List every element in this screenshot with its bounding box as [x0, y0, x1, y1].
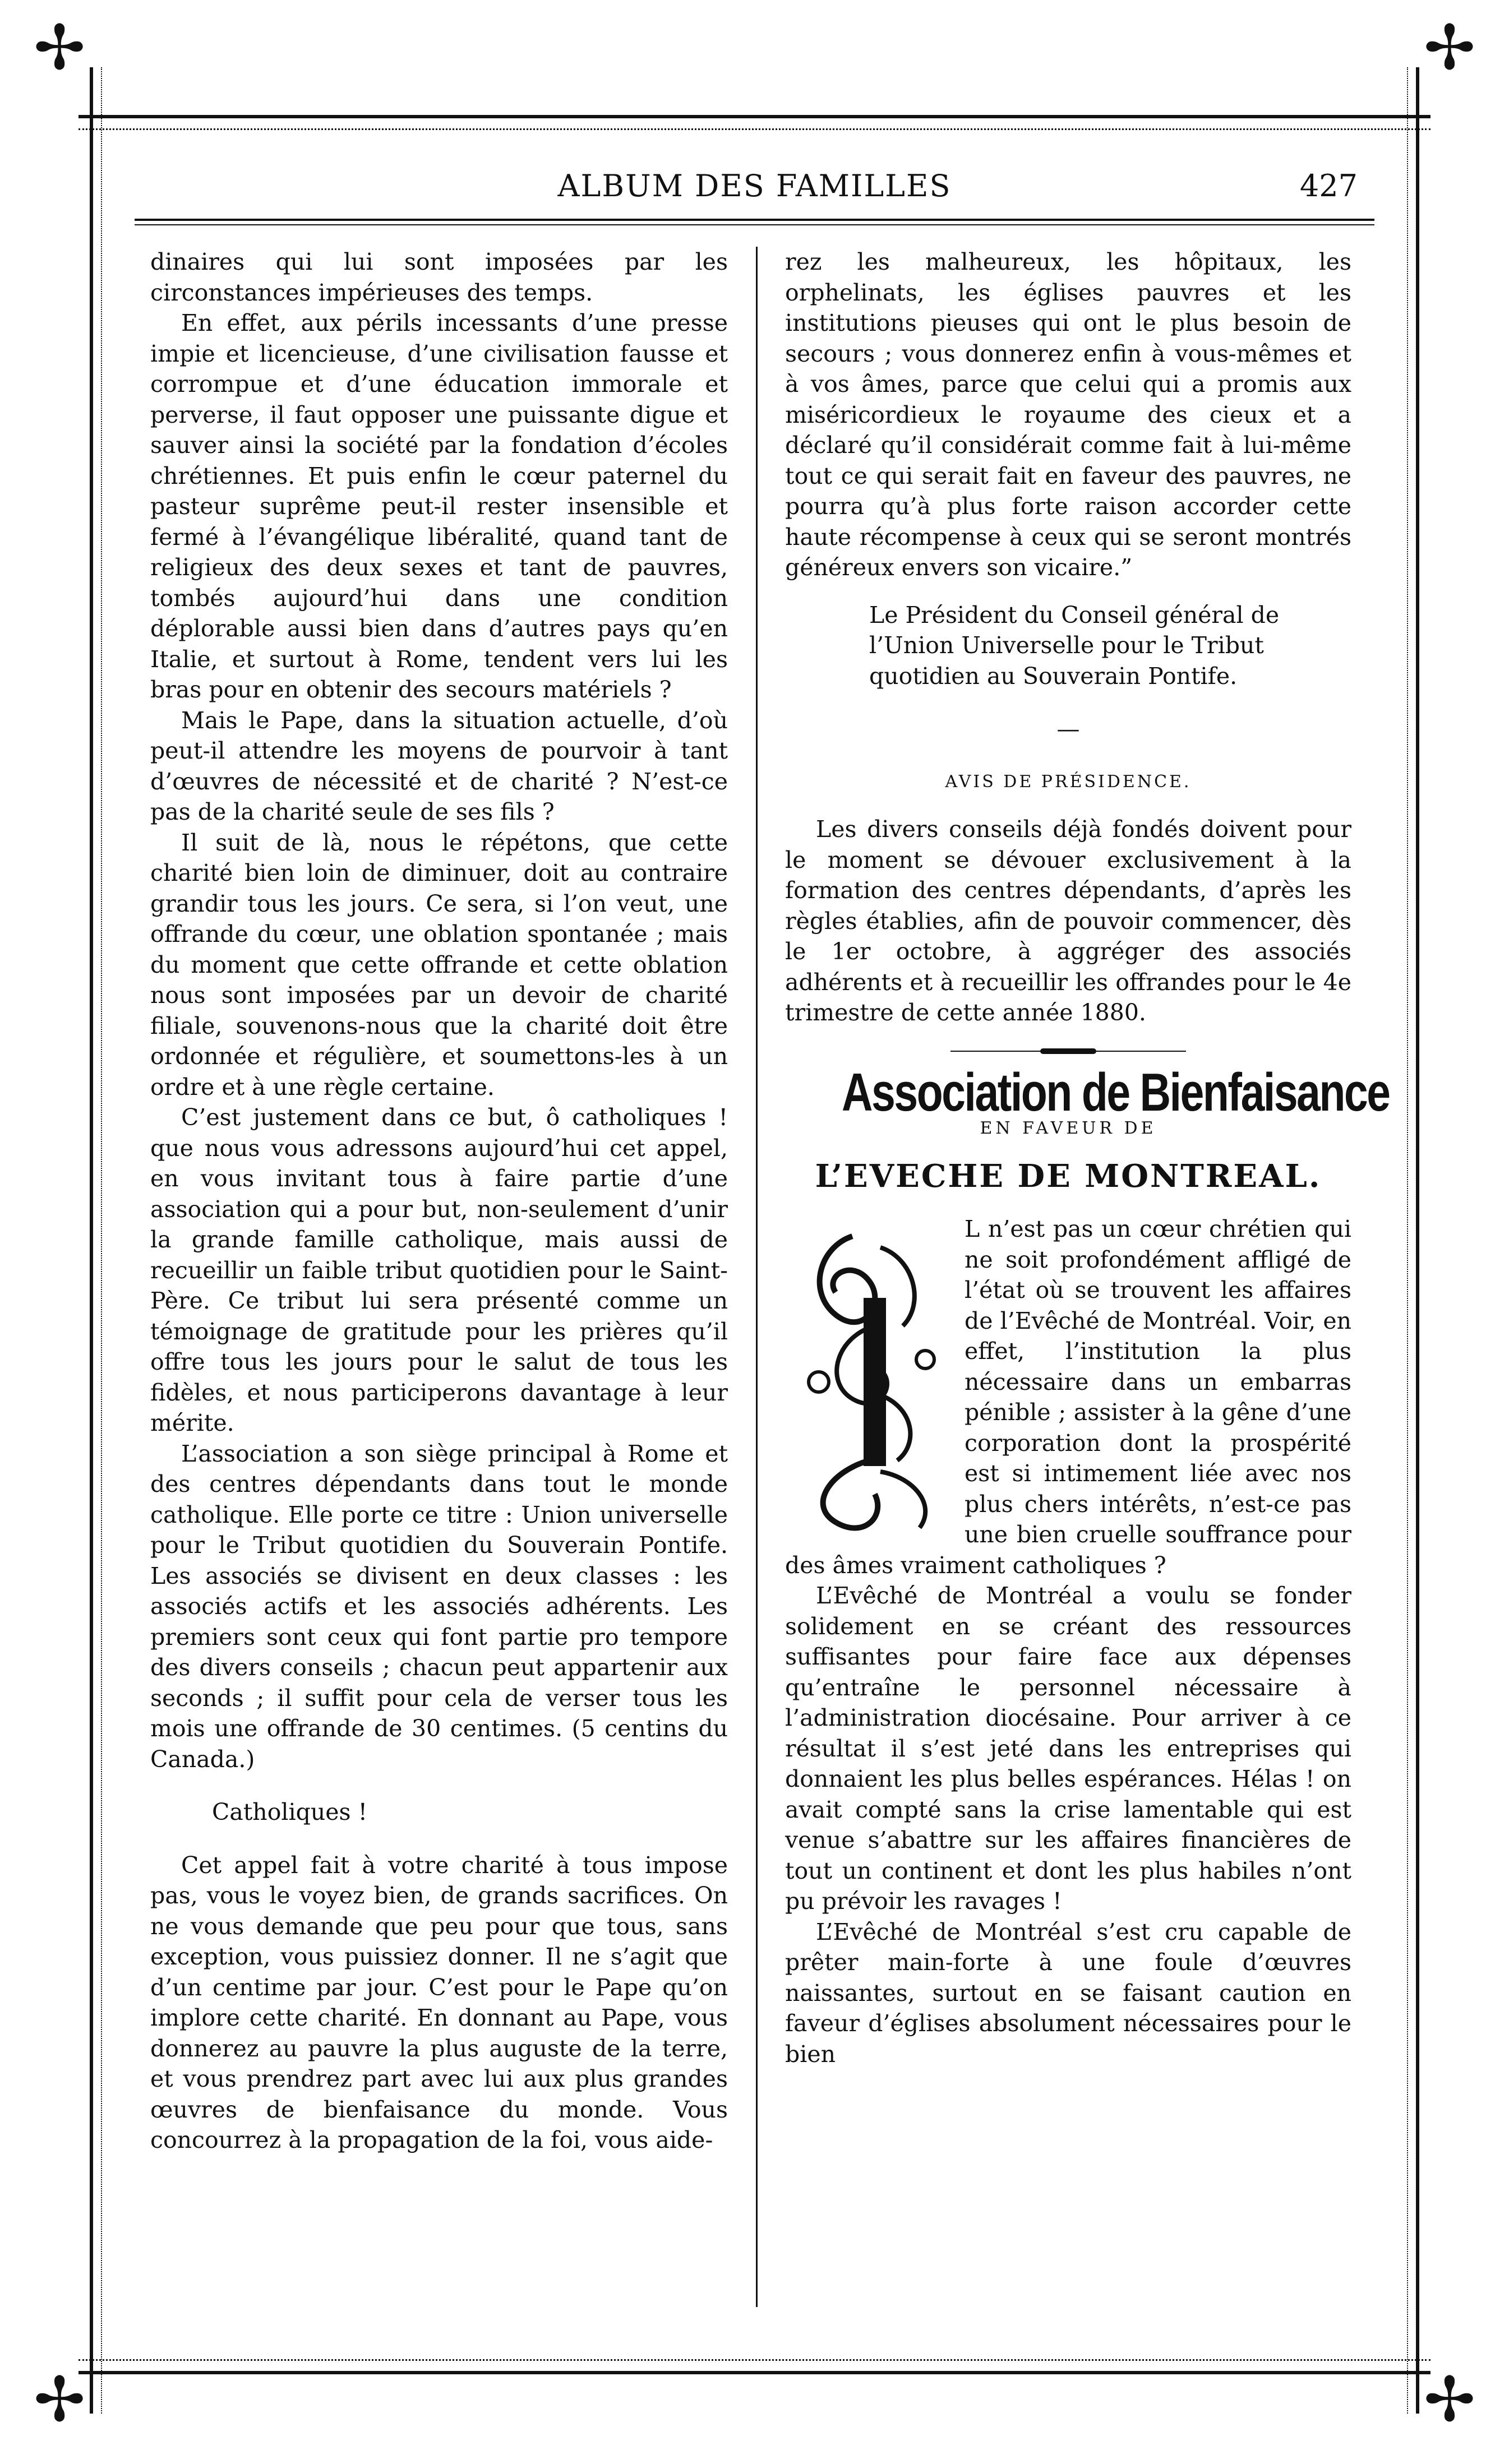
column-divider: [756, 247, 758, 2307]
page-number: 427: [1299, 168, 1358, 204]
salutation: Catholiques !: [212, 1799, 368, 1825]
ornamental-rule: [950, 1051, 1186, 1055]
paragraph: L’Evêché de Montréal s’est cru capable de prêter main-forte à une foule d’œuvres naissantes, surtout en se faisant caution en faveur d’églises absolument nécessaires pour le bien: [785, 1918, 1351, 2068]
left-column: [150, 247, 728, 2156]
association-subtitle: EN FAVEUR DE: [980, 1118, 1157, 1138]
paragraph: L n’est pas un cœur chrétien qui ne soit profondément affligé de l’état où se trouvent les affaires de l’Evêché de Montréal. Voir, en effet, l’institution la plus nécessaire dans un embarras pénible ; assister à la gêne d’une corporation dont la prospérité est si intimement liée avec nos plus chers intérêts, n’est-ce pas une bien cruelle souffrance pour des âmes vraiment catholiques ?: [785, 1215, 1351, 1579]
paragraph: Cet appel fait à votre charité à tous impose pas, vous le voyez bien, de grands sacrifices. On ne vous demande que peu pour que tous, sans exception, vous puissiez donner. Il ne s’agit que d’un centime par jour. C’est pour le Pape qu’on implore cette charité. En donnant au Pape, vous donnerez au pauvre la plus auguste de la terre, et vous prendrez part avec lui aux plus grandes œuvres de bienfaisance du monde. Vous concourrez à la propagation de la foi, vous aide-: [150, 1851, 728, 2153]
association-title: Association de Bienfaisance: [842, 1062, 1390, 1122]
paragraph: Mais le Pape, dans la situation actuelle, d’où peut-il attendre les moyens de pourvoir à tant d’œuvres de nécessité et de charité ? N’est-ce pas de la charité seule de ses fils ?: [150, 706, 728, 825]
paragraph: Les divers conseils déjà fondés doivent pour le moment se dévouer exclusivement à la formation des centres dépendants, d’après les règles établies, afin de pouvoir commencer, dès le 1er octobre, à aggréger des associés adhérents et à recueillir les offrandes pour le 4e trimestre de cette année 1880.: [785, 816, 1351, 1026]
journal-title: ALBUM DES FAMILLES: [557, 168, 952, 204]
paragraph: rez les malheureux, les hôpitaux, les orphelinats, les églises pauvres et les institutions pieuses qui ont le plus besoin de secours ; vous donnerez enfin à vous-mêmes et à vos âmes, parce que celui qui a promis aux miséricordieux le royaume des cieux et a déclaré qu’il considérait comme fait à lui-même tout ce qui serait fait en faveur des pauvres, ne pourra qu’à plus forte raison accorder cette haute récompense à ceux qui se seront montrés généreux envers son vicaire.”: [785, 248, 1351, 581]
separator: —: [1056, 715, 1080, 742]
cross-ornament-bottom-left-icon: ✢: [34, 2364, 86, 2435]
signature: Le Président du Conseil général de l’Union Universelle pour le Tribut quotidien au Souverain Pontife.: [869, 601, 1280, 690]
section-title: AVIS DE PRÉSIDENCE.: [945, 771, 1192, 792]
cross-ornament-top-left-icon: ✢: [34, 12, 86, 84]
header-rule: [135, 219, 1374, 225]
cross-ornament-top-right-icon: ✢: [1423, 12, 1475, 84]
decorative-frame-top: [79, 115, 1430, 130]
paragraph: En effet, aux périls incessants d’une presse impie et licencieuse, d’une civilisation fausse et corrompue et d’une éducation immorale et perverse, il faut opposer une puissante digue et sauver ainsi la société par la fondation d’écoles chrétiennes. Et puis enfin le cœur paternel du pasteur suprême peut-il rester insensible et fermé à l’évangélique libéralité, quand tant de religieux des deux sexes et tant de pauvres, tombés aujourd’hui dans une condition déplorable aussi bien dans d’autres pays qu’en Italie, et surtout à Rome, tendent vers lui les bras pour en obtenir des secours matériels ?: [150, 309, 728, 703]
paragraph: dinaires qui lui sont imposées par les circonstances impérieuses des temps.: [150, 248, 728, 306]
association-name: L’EVECHE DE MONTREAL.: [815, 1157, 1322, 1195]
cross-ornament-bottom-right-icon: ✢: [1423, 2364, 1475, 2435]
right-column: [785, 247, 1390, 2069]
running-header: [135, 168, 1374, 219]
paragraph: C’est justement dans ce but, ô catholiques ! que nous vous adressons aujourd’hui cet appel, en vous invitant tous à faire partie d’une association qui a pour but, non-seulement d’unir la grande famille catholique, mais aussi de recueillir un faible tribut quotidien pour le Saint-Père. Ce tribut lui sera présenté comme un témoignage de gratitude pour les prières qu’il offre tous les jours pour le salut de tous les fidèles, et nous participerons davantage à leur mérite.: [150, 1104, 728, 1436]
drop-cap-paragraph: [785, 1214, 1351, 1580]
paragraph: Il suit de là, nous le répétons, que cette charité bien loin de diminuer, doit au contraire grandir tous les jours. Ce sera, si l’on veut, une offrande du cœur, une oblation spontanée ; mais du moment que cette offrande et cette oblation nous sont imposées par un devoir de charité filiale, souvenons-nous que la charité doit être ordonnée et régulière, et soumettons-les à un ordre et à une règle certaine.: [150, 829, 728, 1101]
paragraph: L’Evêché de Montréal a voulu se fonder solidement en se créant des ressources suffisantes pour faire face aux dépenses qu’entraîne le personnel nécessaire à l’administration diocésaine. Pour arriver à ce résultat il s’est jeté dans les entreprises qui donnaient les plus belles espérances. Hélas ! on avait compté sans la crise lamentable qui est venue s’abattre sur les affaires financières de tout un continent et dont les plus habiles n’ont pu prévoir les ravages !: [785, 1582, 1351, 1915]
ornamental-drop-cap-icon: [785, 1214, 953, 1539]
decorative-frame-left: [90, 67, 102, 2414]
decorative-frame-right: [1407, 67, 1419, 2414]
paragraph: L’association a son siège principal à Rome et des centres dépendants dans tout le monde catholique. Elle porte ce titre : Union universelle pour le Tribut quotidien du Souverain Pontife. Les associés se divisent en deux classes : les associés actifs et les associés adhérents. Les premiers sont ceux qui font partie pro tempore des divers conseils ; chacun peut appartenir aux seconds ; il suffit pour cela de verser tous les mois une offrande de 30 centimes. (5 centins du Canada.): [150, 1440, 728, 1773]
decorative-frame-bottom: [79, 2359, 1430, 2374]
